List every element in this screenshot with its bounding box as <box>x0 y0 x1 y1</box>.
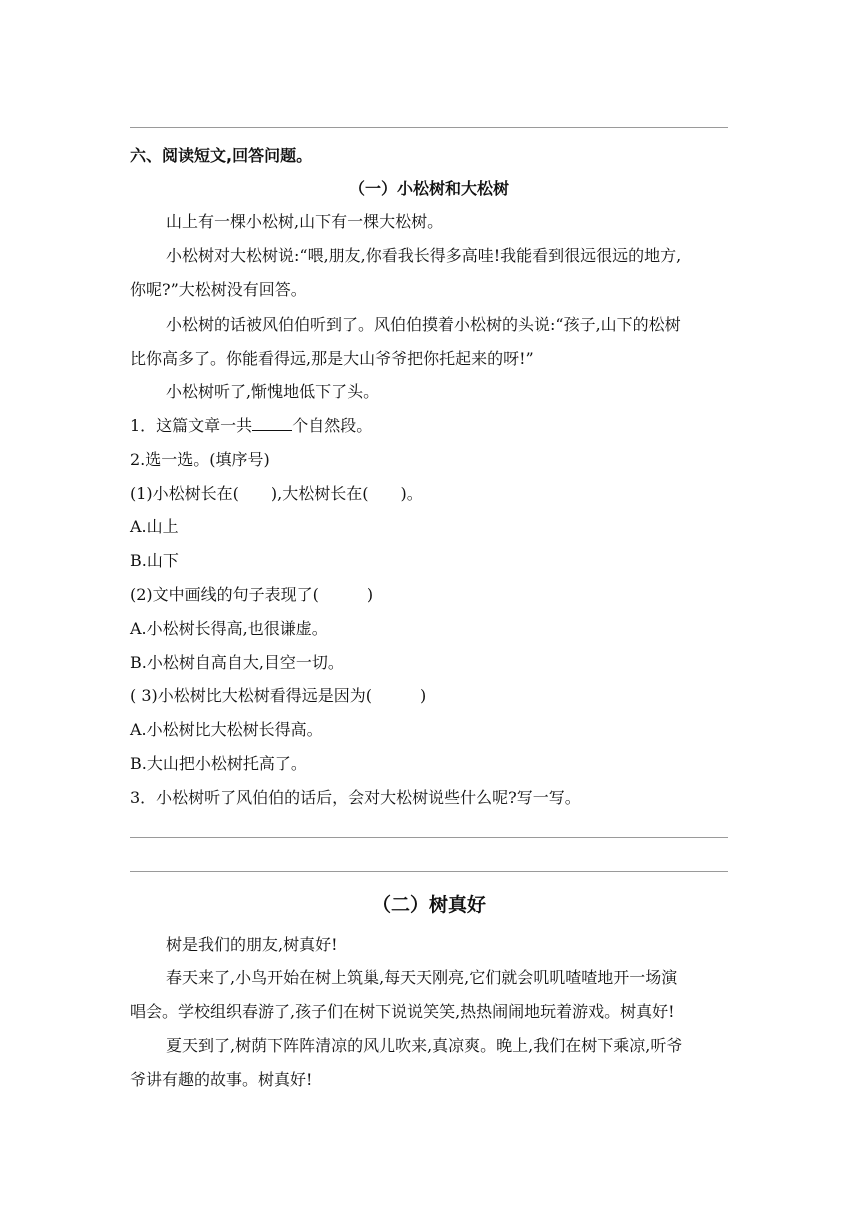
question-2-1: (1)小松树长在( ),大松树长在( )。 <box>130 484 423 503</box>
question-1-text: 1．这篇文章一共 <box>130 416 253 435</box>
option-b: B.大山把小松树托高了。 <box>130 754 307 773</box>
answer-line[interactable] <box>130 871 728 872</box>
passage2-paragraph: 唱会。学校组织春游了,孩子们在树下说说笑笑,热热闹闹地玩着游戏。树真好! <box>130 1002 675 1021</box>
answer-blank[interactable] <box>252 416 292 431</box>
question-2: 2.选一选。(填序号) <box>130 450 270 469</box>
passage1-paragraph: 小松树的话被风伯伯听到了。风伯伯摸着小松树的头说:“孩子,山下的松树 <box>166 315 681 334</box>
passage1-title: （一）小松树和大松树 <box>348 179 509 198</box>
option-a: A.山上 <box>130 517 179 536</box>
passage1-paragraph: 山上有一棵小松树,山下有一棵大松树。 <box>166 212 444 231</box>
option-a: A.小松树比大松树长得高。 <box>130 720 323 739</box>
top-divider <box>130 127 728 128</box>
question-2-3: ( 3)小松树比大松树看得远是因为( ) <box>130 686 427 705</box>
passage1-paragraph: 小松树对大松树说:“喂,朋友,你看我长得多高哇!我能看到很远很远的地方, <box>166 246 682 265</box>
question-2-2: (2)文中画线的句子表现了( ) <box>130 585 374 604</box>
question-1-suffix: 个自然段。 <box>292 416 373 435</box>
answer-line[interactable] <box>130 837 728 838</box>
passage2-paragraph: 夏天到了,树荫下阵阵清凉的风儿吹来,真凉爽。晚上,我们在树下乘凉,听爷 <box>166 1036 683 1055</box>
passage1-paragraph: 比你高多了。你能看得远,那是大山爷爷把你托起来的呀!” <box>130 349 534 368</box>
passage2-paragraph: 爷讲有趣的故事。树真好! <box>130 1070 313 1089</box>
passage2-paragraph: 春天来了,小鸟开始在树上筑巢,每天天刚亮,它们就会叽叽喳喳地开一场演 <box>166 968 678 987</box>
passage1-paragraph: 你呢?”大松树没有回答。 <box>130 280 307 299</box>
passage1-paragraph: 小松树听了,惭愧地低下了头。 <box>166 382 380 401</box>
option-a: A.小松树长得高,也很谦虚。 <box>130 619 328 638</box>
section-heading: 六、阅读短文,回答问题。 <box>130 146 313 165</box>
question-3: 3．小松树听了风伯伯的话后，会对大松树说些什么呢?写一写。 <box>130 788 581 807</box>
question-1 <box>130 415 730 437</box>
passage2-title: （二）树真好 <box>371 894 486 916</box>
option-b: B.小松树自高自大,目空一切。 <box>130 653 344 672</box>
passage2-paragraph: 树是我们的朋友,树真好! <box>166 935 338 954</box>
option-b: B.山下 <box>130 551 179 570</box>
